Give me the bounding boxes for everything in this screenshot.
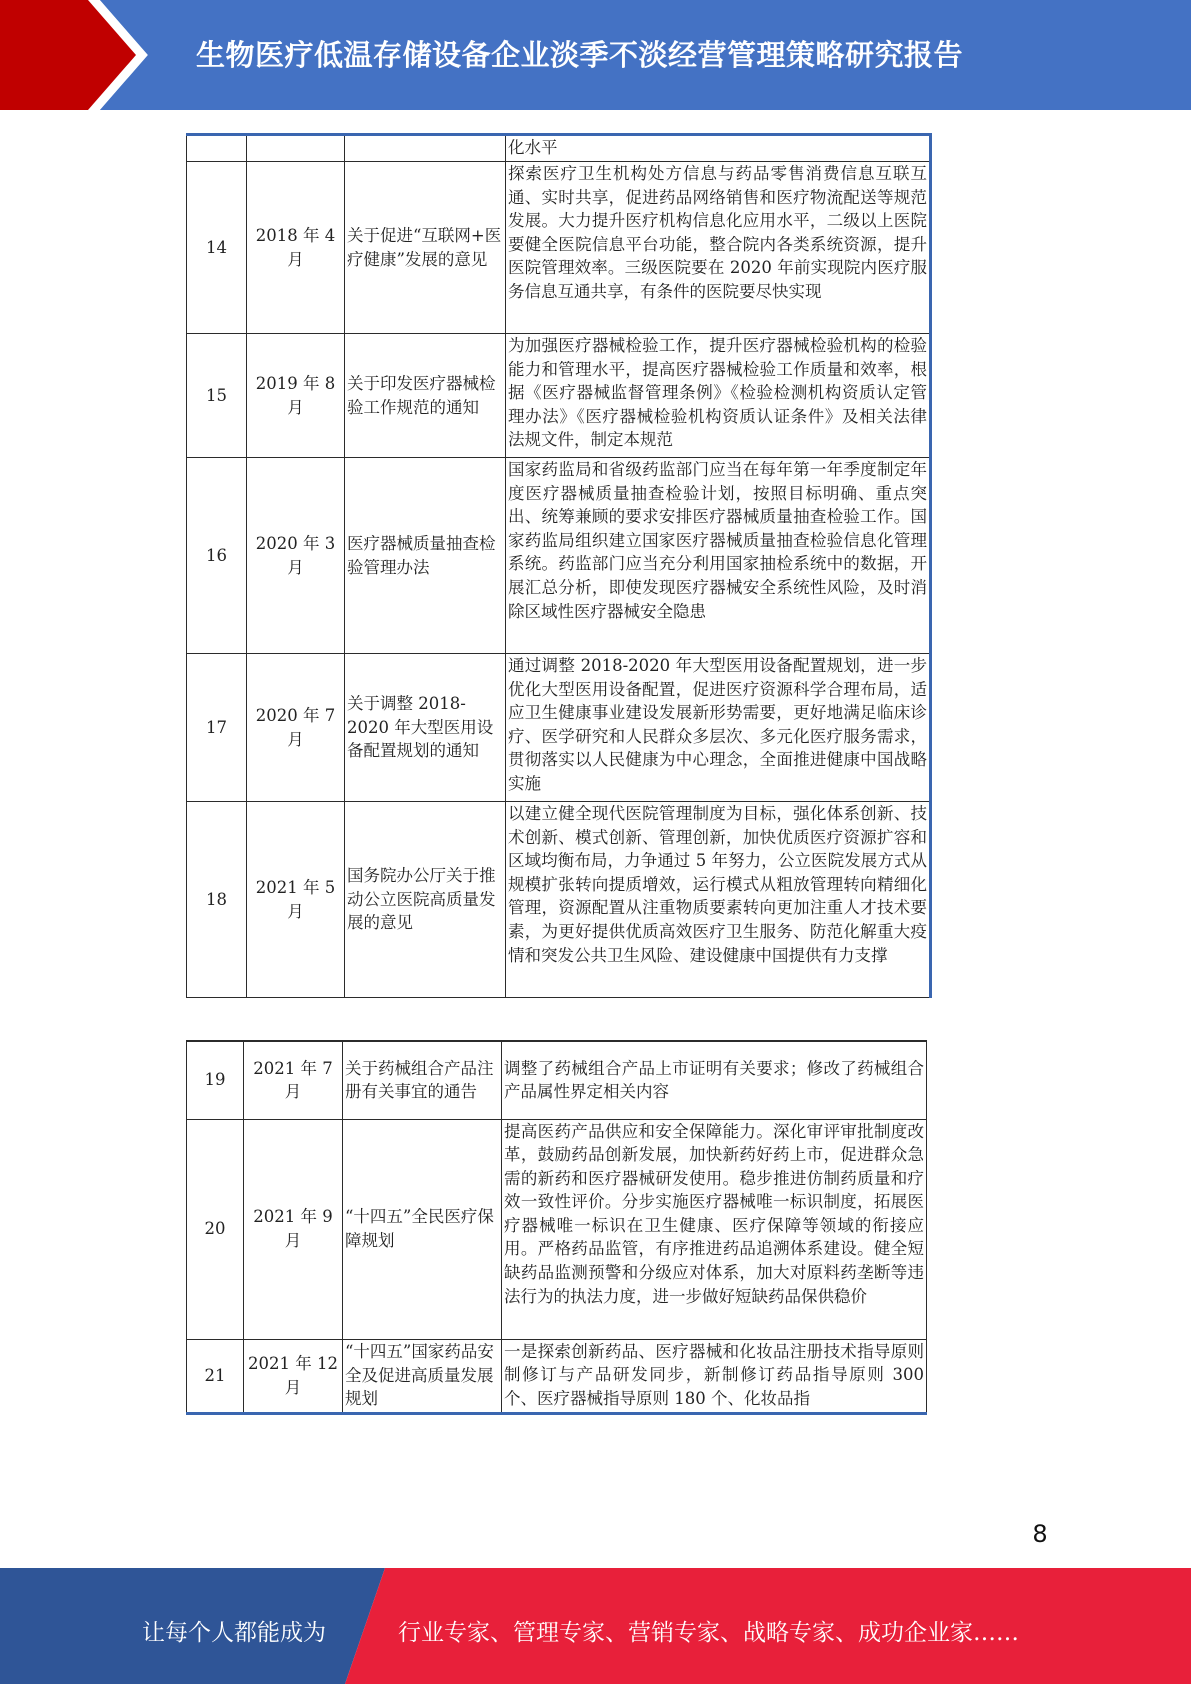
row-policy-title: 关于调整 2018-2020 年大型医用设备配置规划的通知 <box>345 654 506 802</box>
row-date: 2021 年 5 月 <box>247 802 345 998</box>
row-number: 14 <box>187 162 247 334</box>
row-date: 2021 年 12 月 <box>244 1339 343 1413</box>
row-policy-title <box>345 135 506 162</box>
page-number: 8 <box>1032 1520 1048 1548</box>
header-banner <box>0 0 1191 110</box>
row-policy-title: “十四五”国家药品安全及促进高质量发展规划 <box>343 1339 502 1413</box>
row-date: 2020 年 3 月 <box>247 458 345 654</box>
row-number: 16 <box>187 458 247 654</box>
row-policy-title: 关于药械组合产品注册有关事宜的通告 <box>343 1041 502 1119</box>
table-row <box>187 1119 927 1339</box>
table-row <box>187 162 931 334</box>
row-number <box>187 135 247 162</box>
table-row <box>187 135 931 162</box>
row-date: 2020 年 7 月 <box>247 654 345 802</box>
footer-slogan-left: 让每个人都能成为 <box>142 1620 326 1646</box>
table-row <box>187 802 931 998</box>
row-number: 18 <box>187 802 247 998</box>
row-number: 19 <box>187 1041 244 1119</box>
header-red-chevron <box>0 0 150 110</box>
row-date <box>247 135 345 162</box>
table-row <box>187 654 931 802</box>
table-row <box>187 458 931 654</box>
row-date: 2021 年 9 月 <box>244 1119 343 1339</box>
policy-table-part-1 <box>186 133 932 998</box>
row-policy-title: “十四五”全民医疗保障规划 <box>343 1119 502 1339</box>
row-number: 17 <box>187 654 247 802</box>
row-number: 15 <box>187 334 247 458</box>
footer-slogan-right: 行业专家、管理专家、营销专家、战略专家、成功企业家…… <box>398 1620 1019 1646</box>
table-row <box>187 334 931 458</box>
row-date: 2019 年 8 月 <box>247 334 345 458</box>
row-number: 21 <box>187 1339 244 1413</box>
row-content: 通过调整 2018-2020 年大型医用设备配置规划，进一步优化大型医用设备配置，促进医疗资源科学合理布局，适应卫生健康事业建设发展新形势需要，更好地满足临床诊疗、医学研究和人民群众多层次、多元化医疗服务需求，贯彻落实以人民健康为中心理念，全面推进健康中国战略实施 <box>506 654 931 802</box>
report-title: 生物医疗低温存储设备企业淡季不淡经营管理策略研究报告 <box>196 38 964 72</box>
row-content: 提高医药产品供应和安全保障能力。深化审评审批制度改革，鼓励药品创新发展，加快新药好药上市，促进群众急需的新药和医疗器械研发使用。稳步推进仿制药质量和疗效一致性评价。分步实施医疗器械唯一标识制度，拓展医疗器械唯一标识在卫生健康、医疗保障等领域的衔接应用。严格药品监管，有序推进药品追溯体系建设。健全短缺药品监测预警和分级应对体系，加大对原料药垄断等违法行为的执法力度，进一步做好短缺药品保供稳价 <box>502 1119 927 1339</box>
row-content: 调整了药械组合产品上市证明有关要求；修改了药械组合产品属性界定相关内容 <box>502 1041 927 1119</box>
row-policy-title: 医疗器械质量抽查检验管理办法 <box>345 458 506 654</box>
row-content: 国家药监局和省级药监部门应当在每年第一年季度制定年度医疗器械质量抽查检验计划，按照目标明确、重点突出、统筹兼顾的要求安排医疗器械质量抽查检验工作。国家药监局组织建立国家医疗器械质量抽查检验信息化管理系统。药监部门应当充分利用国家抽检系统中的数据，开展汇总分析，即使发现医疗器械安全系统性风险，及时消除区域性医疗器械安全隐患 <box>506 458 931 654</box>
table-row <box>187 1041 927 1119</box>
row-policy-title: 国务院办公厅关于推动公立医院高质量发展的意见 <box>345 802 506 998</box>
table-row <box>187 1339 927 1413</box>
row-content: 化水平 <box>506 135 931 162</box>
row-content: 以建立健全现代医院管理制度为目标，强化体系创新、技术创新、模式创新、管理创新，加快优质医疗资源扩容和区域均衡布局，力争通过 5 年努力，公立医院发展方式从规模扩张转向提质增效，运行模式从粗放管理转向精细化管理，资源配置从注重物质要素转向更加注重人才技术要素，为更好提供优质高效医疗卫生服务、防范化解重大疫情和突发公共卫生风险、建设健康中国提供有力支撑 <box>506 802 931 998</box>
policy-table-part-2 <box>186 1040 927 1415</box>
row-content: 为加强医疗器械检验工作，提升医疗器械检验机构的检验能力和管理水平，提高医疗器械检验工作质量和效率，根据《医疗器械监督管理条例》《检验检测机构资质认定管理办法》《医疗器械检验机构资质认证条件》及相关法律法规文件，制定本规范 <box>506 334 931 458</box>
row-number: 20 <box>187 1119 244 1339</box>
row-date: 2021 年 7 月 <box>244 1041 343 1119</box>
row-content: 一是探索创新药品、医疗器械和化妆品注册技术指导原则制修订与产品研发同步，新制修订药品指导原则 300 个、医疗器械指导原则 180 个、化妆品指 <box>502 1339 927 1413</box>
row-content: 探索医疗卫生机构处方信息与药品零售消费信息互联互通、实时共享，促进药品网络销售和医疗物流配送等规范发展。大力提升医疗机构信息化应用水平，二级以上医院要健全医院信息平台功能，整合院内各类系统资源，提升医院管理效率。三级医院要在 2020 年前实现院内医疗服务信息互通共享，有条件的医院要尽快实现 <box>506 162 931 334</box>
row-date: 2018 年 4 月 <box>247 162 345 334</box>
row-policy-title: 关于促进“互联网+医疗健康”发展的意见 <box>345 162 506 334</box>
row-policy-title: 关于印发医疗器械检验工作规范的通知 <box>345 334 506 458</box>
